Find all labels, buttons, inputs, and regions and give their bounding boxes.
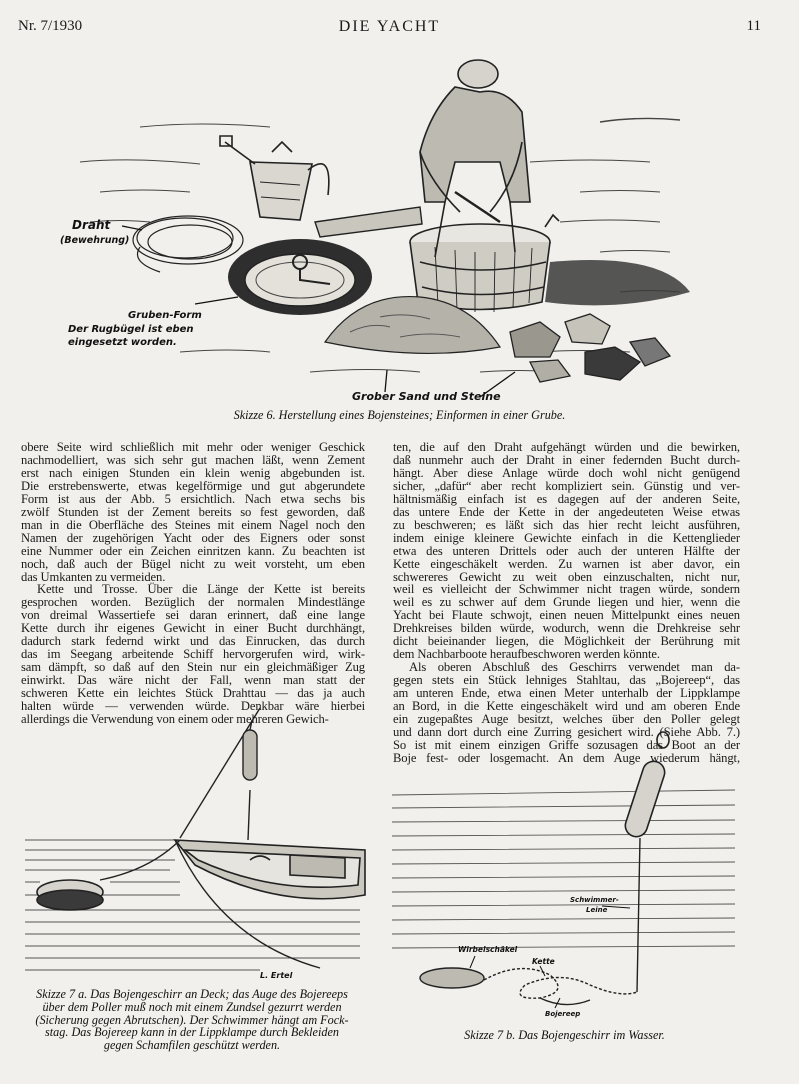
text-line: schwereres Gewicht zu weit oben einzuschalten, nicht nur,	[393, 569, 740, 584]
text-line: Als oberen Abschluß des Geschirrs verwendet man da-	[409, 660, 740, 675]
text-line: Boje fest- oder losgemacht. An dem Auge wiederum hängt,	[393, 750, 740, 765]
watering-can-drawing	[220, 136, 329, 220]
label-wirbelschaekel: Wirbelschäkel	[458, 945, 518, 954]
text-line: Drehkreises bilden würde, wodurch, wenn die Drehkreise sehr	[393, 621, 740, 636]
text-line: hängt. Aber diese Anlage würde doch wohl nicht genügend	[393, 465, 740, 480]
text-line: einwirkt. Das wäre nicht der Fall, wenn man statt der	[21, 673, 365, 688]
text-line: das im Seegang arbeitende Schiff hervorgerufen wird, wirk-	[21, 647, 365, 662]
label-schwimmer-leine-line1: Schwimmer-	[570, 896, 619, 904]
text-line: ten, die auf den Draht aufgehängt würden und die bewirken,	[393, 440, 740, 454]
figure-7b-svg	[390, 730, 740, 1025]
magazine-title: DIE YACHT	[338, 18, 441, 35]
label-ausbuegel-line1: Der Rugbügel ist eben	[68, 324, 194, 335]
text-line: dadurch stark federnd wirkt und das Einrucken, das durch	[21, 634, 365, 649]
caption-line: Skizze 7 a. Das Bojengeschirr an Deck; das Auge des Bojereeps	[36, 987, 348, 1001]
text-line: daß nunmehr auch der Draht in einer federnden Bucht durch-	[393, 452, 740, 467]
text-line: an Bord, in die Kette eingeschäkelt wird und am oberen Ende	[393, 699, 740, 714]
text-line: das untere Ende der Kette in der angedeuteten Weise etwas	[393, 504, 740, 519]
text-line: noch, daß auch der Bügel nicht zu weit vorsteht, um eben	[21, 556, 365, 571]
text-line: Yacht bei Flaute schwojt, einen neuen Mittelpunkt eines neuen	[393, 608, 740, 623]
text-line: zwölf Stunden ist der Zement bereits so fest geworden, daß	[21, 504, 365, 519]
figure-6-svg	[60, 52, 700, 402]
page-header	[18, 18, 761, 38]
figure-7b-illustration	[390, 730, 740, 1025]
text-line: von dreimal Wassertiefe sei daran erinnert, daß eine lange	[21, 608, 365, 623]
label-sand-steine: Grober Sand und Steine	[352, 390, 501, 402]
text-line: sicher, „dafür“ aber recht kompliziert sein. Günstig und ver-	[393, 478, 740, 493]
text-line: eine Nummer oder ein Zeichen einritzen kann. Zu beachten ist	[21, 543, 365, 558]
text-line: Form ist aus der Abb. 5 ersichtlich. Nach etwa sechs bis	[21, 491, 365, 506]
page-number: 11	[746, 18, 761, 34]
water-lines-7b	[392, 790, 735, 948]
text-line: am unteren Ende, etwa einen Meter unterhalb der Lippklampe	[393, 686, 740, 701]
text-line: gesprochen worden. Bezüglich der normalen Mindestlänge	[21, 595, 365, 610]
text-line: hältnismäßig einfach ist es dagegen auf der anderen Seite,	[393, 491, 740, 506]
tub-shadow	[545, 260, 690, 305]
label-ausbuegel-line2: eingesetzt worden.	[68, 337, 177, 348]
text-line: das Umkanten zu vermeiden.	[21, 569, 166, 584]
text-line: gegen stets ein Stück lehniges Stahltau, das „Bojereep“, das	[393, 673, 740, 688]
text-line: dicht beieinander liegen, die Möglichkeit der Berührung mit	[393, 634, 740, 649]
label-bojereep: Bojereep	[545, 1010, 581, 1018]
figure-7b-caption: Skizze 7 b. Das Bojengeschirr im Wasser.	[464, 1028, 665, 1042]
coiled-wire-drawing	[133, 216, 243, 272]
buoy-float-7a	[37, 880, 103, 910]
text-line: nachmodelliert, was sich sehr gut machen läßt, wenn Zement	[21, 452, 365, 467]
label-bewehrung: (Bewehrung)	[60, 235, 130, 246]
caption-line: über dem Poller muß noch mit einem Zundsel gezurrt werden	[42, 999, 342, 1014]
text-line: Kette und Trosse. Über die Länge der Kette ist bereits	[37, 582, 365, 597]
artist-signature: L. Ertel	[260, 971, 293, 980]
text-line: So ist mit einem einzigen Griffe sozusagen das Boot an der	[393, 737, 740, 752]
wooden-tub-drawing	[410, 215, 559, 312]
text-line: schweren Kette ein leichtes Stück Drahttau — das ja auch	[21, 686, 365, 701]
text-line: Kette eingeschäkelt werden. Zu warnen ist aber davor, ein	[393, 556, 740, 571]
boat-drawing	[175, 840, 365, 968]
text-line: ein zugepaßtes Auge besitzt, welches über den Poller gelegt	[393, 712, 740, 727]
label-kette: Kette	[532, 957, 555, 966]
label-schwimmer-leine-line2: Leine	[586, 906, 608, 914]
pit-mould-drawing	[228, 239, 372, 315]
text-line: zu beschweren; es läßt sich das hier recht leicht ausführen,	[393, 517, 740, 532]
stones-drawing	[510, 314, 670, 382]
wooden-board	[315, 207, 422, 237]
text-line: obere Seite wird schließlich mit mehr oder weniger Geschick	[21, 440, 365, 454]
text-line: etwa des unteren Drittels oder auch der unteren Hälfte der	[393, 543, 740, 558]
text-line: dem Nachbarboote heraufbeschworen werden könnte.	[393, 647, 660, 662]
right-text-column	[393, 441, 740, 765]
label-draht: Draht	[72, 218, 111, 232]
text-line: erst nach einigen Stunden ein klein wenig abgebunden ist.	[21, 465, 365, 480]
text-line: halten würde — verwenden würde. Denkbar wäre hierbei	[21, 699, 365, 714]
issue-number: Nr. 7/1930	[18, 18, 83, 34]
text-line: Kette durch ihr eigenes Gewicht in einer Bucht durchhängt,	[21, 621, 365, 636]
caption-line: (Sicherung gegen Abrutschen). Der Schwimmer hängt am Fock-	[35, 1012, 349, 1027]
caption-line: gegen Schamfilen geschützt werden.	[103, 1038, 281, 1053]
figure-6-illustration	[60, 52, 700, 402]
figure-6-caption: Skizze 6. Herstellung eines Bojensteines; Einformen in einer Grube.	[233, 408, 566, 422]
figure-7a-svg	[20, 700, 370, 985]
text-line: man in die Oberfläche des Steines mit einem Nagel noch den	[21, 517, 365, 532]
caption-line: stag. Das Bojereep kann in der Lippklampe durch Bekleiden	[45, 1025, 339, 1040]
figure-7a-illustration	[20, 700, 370, 985]
text-line: sam dämpft, so daß auf den Stein nur ein gleichmäßiger Zug	[21, 660, 365, 675]
label-gruben-form: Gruben-Form	[128, 310, 202, 321]
text-line: weil es vielleicht der Schwimmer nicht tragen würde, sondern	[393, 582, 740, 597]
stone-and-chain-7b	[420, 968, 637, 1005]
text-line: allerdings die Verwendung von einem oder mehreren Gewich-	[21, 712, 329, 727]
left-text-column	[21, 441, 365, 726]
figure-7a-caption	[20, 988, 364, 1052]
text-line: indem einige kleinere Gewichte einfach in die Kettenglieder	[393, 530, 740, 545]
text-line: weil es zu schwer auf dem Grunde liegen und hier, wenn die	[393, 595, 740, 610]
text-line: Namen der zugehörigen Yacht oder des Eigners oder sonst	[21, 530, 365, 545]
text-line: Die erstrebenswerte, etwas kegelförmige und gut abgerundete	[21, 478, 365, 493]
text-line: und dann dort durch eine Zurring gesichert wird. (Siehe Abb. 7.)	[393, 724, 740, 739]
